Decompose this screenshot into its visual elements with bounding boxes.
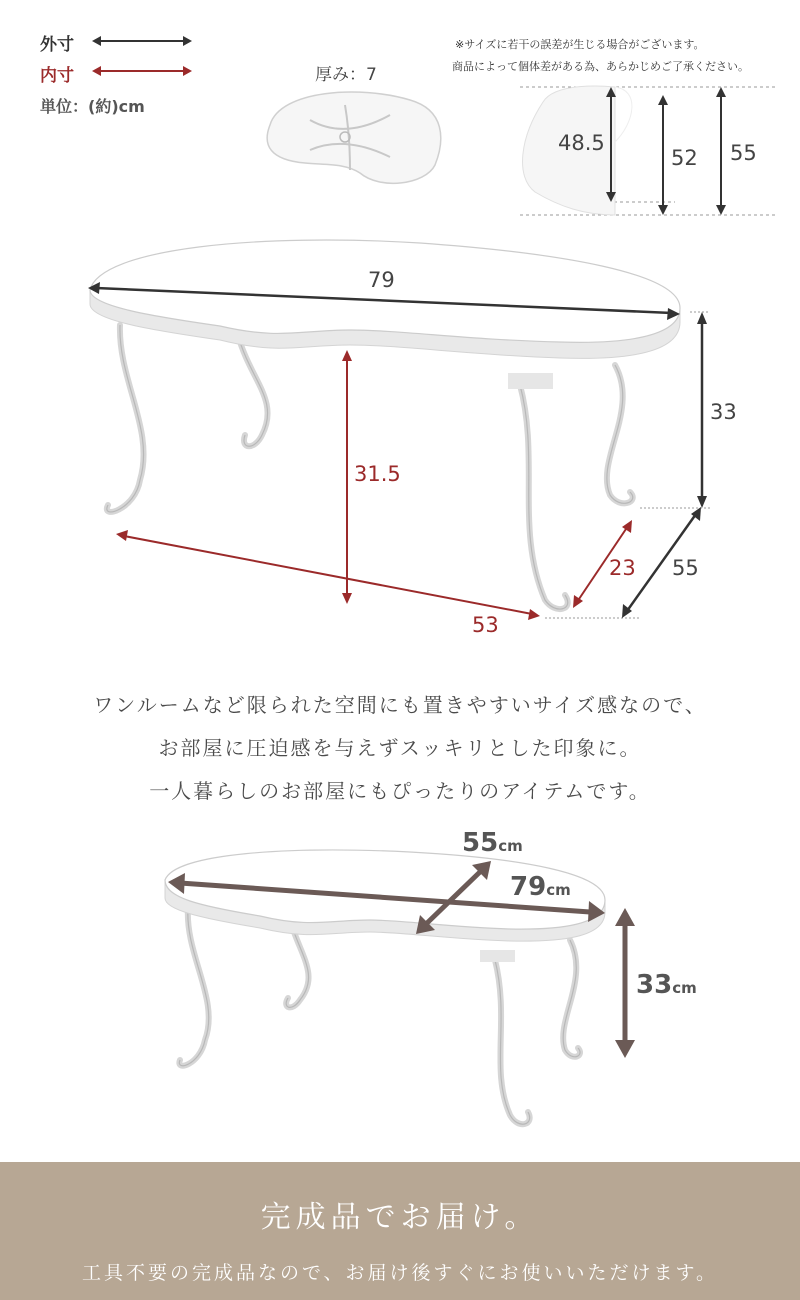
second-dim-height-unit: cm	[672, 979, 697, 997]
description-line-3: 一人暮らしのお部屋にもぴったりのアイテムです。	[149, 779, 651, 803]
second-dim-depth-unit: cm	[498, 837, 523, 855]
main-dim-inner-height: 31.5	[354, 462, 401, 486]
description-line-2: お部屋に圧迫感を与えずスッキリとした印象に。	[158, 736, 642, 760]
banner-subtitle: 工具不要の完成品なので、お届け後すぐにお使いいただけます。	[81, 1262, 719, 1284]
description-line-1: ワンルームなど限られた空間にも置きやすいサイズ感なので、	[93, 693, 707, 717]
legend-inner-arrow	[92, 64, 192, 78]
legend-outer-arrow	[92, 34, 192, 48]
main-dim-inner-depth: 23	[609, 556, 636, 580]
legend-outer-label: 外寸	[40, 35, 74, 55]
top-view-dim-48-5: 48.5	[558, 131, 605, 155]
thickness-label: 厚み：7	[315, 65, 377, 85]
second-dim-depth-value: 55	[462, 828, 499, 858]
note-line-2: 商品によって個体差がある為、あらかじめご了承ください。	[452, 60, 749, 73]
top-view-dim-52: 52	[671, 146, 698, 170]
main-dim-inner-width: 53	[472, 613, 499, 637]
main-dim-outer-height: 33	[710, 400, 737, 424]
second-dim-height-value: 33	[636, 970, 673, 1000]
table-underside-illustration	[250, 85, 450, 195]
main-dim-width: 79	[368, 268, 395, 292]
main-dim-outer-depth: 55	[672, 556, 699, 580]
banner-title: 完成品でお届け。	[260, 1200, 540, 1235]
second-dim-width-value: 79	[510, 872, 547, 902]
legend-unit: 単位：(約)cm	[40, 97, 145, 116]
main-table-diagram	[0, 230, 800, 650]
second-dim-width-unit: cm	[546, 881, 571, 899]
second-dim-height	[636, 970, 697, 1000]
completed-product-banner	[0, 1162, 800, 1300]
second-dim-depth	[462, 828, 523, 858]
second-dim-width	[510, 872, 571, 902]
legend-inner-label: 内寸	[40, 66, 74, 86]
top-view-dim-55: 55	[730, 141, 757, 165]
note-line-1: ※サイズに若干の誤差が生じる場合がございます。	[455, 38, 705, 51]
